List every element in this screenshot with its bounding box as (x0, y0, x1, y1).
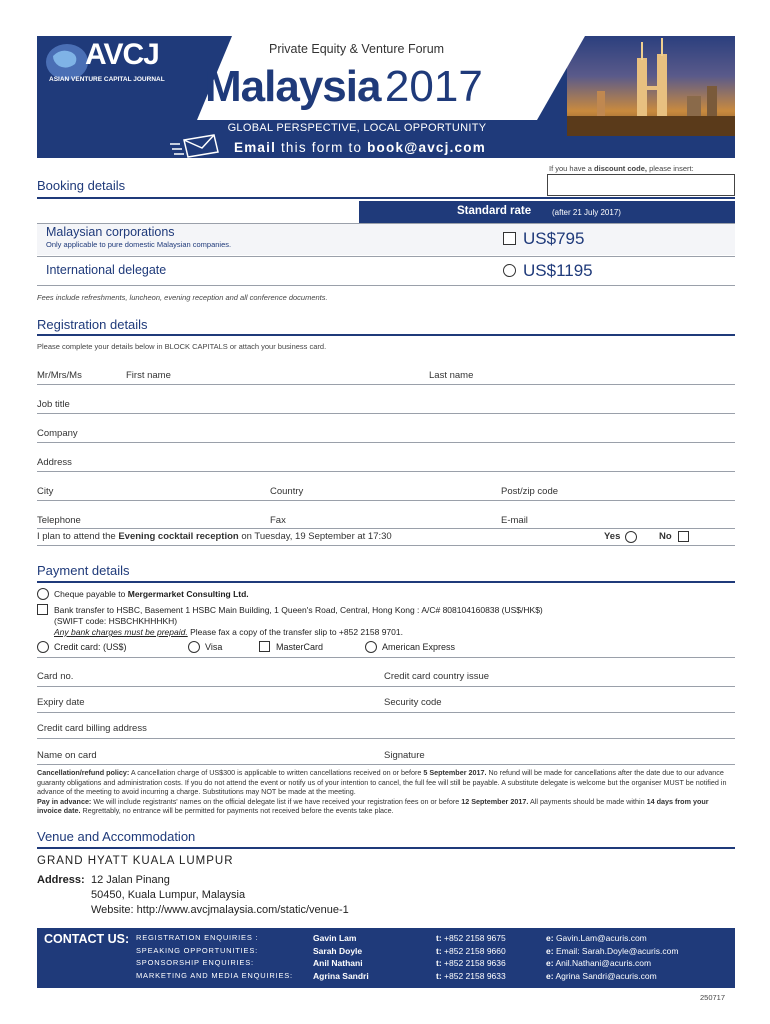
rate-note: (after 21 July 2017) (552, 208, 621, 217)
event-title (205, 62, 483, 112)
booking-option-2-label: International delegate (46, 263, 167, 277)
contact-row: REGISTRATION ENQUIRIES : Gavin Lam t: +852 2158 9675 e: Gavin.Lam@acuris.com (136, 933, 647, 943)
forum-title: Private Equity & Venture Forum (269, 42, 445, 56)
cheque-radio[interactable] (37, 588, 49, 600)
name-on-card-label: Name on card (37, 750, 97, 761)
venue-name: GRAND HYATT KUALA LUMPUR (37, 855, 234, 867)
credit-card-label: Credit card: (US$) (54, 642, 127, 652)
name-field[interactable] (37, 384, 735, 385)
security-label: Security code (384, 697, 442, 708)
cocktail-yes-label: Yes (604, 531, 621, 542)
contact-row: MARKETING AND MEDIA ENQUIRIES: Agrina Sandri t: +852 2158 9633 e: Agrina Sandri@acuris.com (136, 970, 657, 981)
venue-address-line-1: 12 Jalan Pinang (91, 874, 170, 886)
telephone-field[interactable] (37, 528, 735, 529)
cocktail-rule (37, 545, 735, 546)
venue-address-line-2: 50450, Kuala Lumpur, Malaysia (91, 889, 246, 901)
mastercard-label: MasterCard (276, 642, 324, 652)
email-instruction (234, 140, 486, 155)
amex-radio[interactable] (365, 641, 377, 653)
card-type-rule (37, 657, 735, 658)
email-address[interactable]: book@avcj.com (367, 140, 486, 155)
first-name-label: First name (126, 370, 171, 381)
venue-website[interactable]: Website: http://www.avcjmalaysia.com/static/venue-1 (91, 904, 349, 916)
rate-label: Standard rate (457, 205, 532, 217)
cancellation-policy: Cancellation/refund policy: A cancellation charge of US$300 is applicable to written cancellations received on or before 5 September 2017. No refund will be made for cancellations after the date due to our advance guaranty obligations and administration costs. If you do not attend the event or notify us of your intention to cancel, the full fee will still be payable. A substitute delegate is welcome but the organiser MUST be notified in advance of the meeting to avoid incurring a charge. Substitutions may NOT be made at the meeting. Pay in advance: We will include registrants' names on the official delegate list if we have received your registration fees on or before 12 September 2017. All payments should be made within 14 days from your invoice date. Regrettably, no entrance will be permitted for payments not received before the events take place. (37, 768, 727, 815)
tagline: GLOBAL PERSPECTIVE, LOCAL OPPORTUNITY (227, 122, 487, 134)
envelope-icon (170, 132, 220, 165)
footer-code: 250717 (700, 993, 726, 1002)
bank-transfer-line-3: Any bank charges must be prepaid. Please fax a copy of the transfer slip to +852 2158 9701. (54, 627, 403, 637)
contact-row: SPEAKING OPPORTUNITIES: Sarah Doyle t: +852 2158 9660 e: Email: Sarah.Doyle@acuris.com (136, 945, 679, 956)
salutation-label: Mr/Mrs/Ms (37, 370, 82, 381)
contact-title: CONTACT US: (44, 932, 130, 946)
booking-option-2-price: US$1195 (523, 261, 593, 280)
logo (45, 40, 175, 90)
cocktail-no-label: No (659, 531, 672, 542)
credit-card-radio[interactable] (37, 641, 49, 653)
cocktail-no-checkbox[interactable] (678, 531, 689, 542)
discount-code-input[interactable] (547, 174, 735, 196)
event-year: 2017 (384, 62, 483, 111)
payment-rule (37, 581, 735, 583)
venue-address-label: Address: (37, 874, 85, 886)
discount-prompt: If you have a discount code, please insert: (549, 164, 694, 173)
booking-option-1-price: US$795 (523, 229, 585, 248)
rate-header (359, 201, 735, 223)
fees-note: Fees include refreshments, luncheon, evening reception and all conference documents. (37, 293, 328, 302)
card-country-label: Credit card country issue (384, 671, 490, 682)
venue-title: Venue and Accommodation (37, 829, 196, 844)
last-name-label: Last name (429, 370, 474, 381)
billing-address-label: Credit card billing address (37, 723, 147, 734)
contact-row: SPONSORSHIP ENQUIRIES: Anil Nathani t: +852 2158 9636 e: Anil.Nathani@acuris.com (136, 958, 652, 968)
expiry-label: Expiry date (37, 697, 85, 708)
option-2-radio[interactable] (503, 264, 516, 277)
event-name: Malaysia (205, 62, 381, 111)
visa-label: Visa (205, 642, 223, 652)
address-field[interactable] (37, 471, 735, 472)
company-field[interactable] (37, 442, 735, 443)
payment-title: Payment details (37, 563, 130, 578)
job-title-label: Job title (37, 399, 70, 410)
booking-title: Booking details (37, 178, 126, 193)
amex-label: American Express (382, 642, 456, 652)
bank-transfer-line-1: Bank transfer to HSBC, Basement 1 HSBC Main Building, 1 Queen's Road, Central, Hong Kong : A/C# 808104160838 (US$/HK$) (54, 605, 543, 615)
cocktail-yes-radio[interactable] (625, 531, 637, 543)
cheque-option: Cheque payable to Mergermarket Consulting Ltd. (54, 589, 249, 599)
contact-rows (136, 933, 732, 983)
registration-instructions: Please complete your details below in BLOCK CAPITALS or attach your business card. (37, 342, 327, 351)
venue-rule (37, 847, 735, 849)
mastercard-checkbox[interactable] (259, 641, 270, 652)
card-no-field[interactable] (37, 686, 735, 687)
booking-rule (37, 197, 735, 199)
registration-rule (37, 334, 735, 336)
logo-subtitle: ASIAN VENTURE CAPITAL JOURNAL (49, 76, 165, 83)
bank-transfer-checkbox[interactable] (37, 604, 48, 615)
address-label: Address (37, 457, 72, 468)
city-label: City (37, 486, 54, 497)
postcode-label: Post/zip code (501, 486, 559, 497)
visa-radio[interactable] (188, 641, 200, 653)
billing-address-field[interactable] (37, 738, 735, 739)
signature-label: Signature (384, 750, 425, 761)
fax-label: Fax (270, 515, 286, 526)
bank-transfer-line-2: (SWIFT code: HSBCHKHHHKH) (54, 616, 178, 626)
registration-title: Registration details (37, 317, 148, 332)
job-title-field[interactable] (37, 413, 735, 414)
country-label: Country (270, 486, 304, 497)
city-field[interactable] (37, 500, 735, 501)
telephone-label: Telephone (37, 515, 81, 526)
name-on-card-field[interactable] (37, 764, 735, 765)
logo-text: AVCJ (85, 38, 159, 71)
company-label: Company (37, 428, 78, 439)
cocktail-question: I plan to attend the Evening cocktail reception on Tuesday, 19 September at 17:30 (37, 531, 392, 542)
booking-option-1-note: Only applicable to pure domestic Malaysian companies. (46, 240, 232, 249)
email-prefix: Email (234, 140, 277, 155)
email-label: E-mail (501, 515, 528, 526)
booking-option-1-label: Malaysian corporations (46, 225, 175, 239)
expiry-field[interactable] (37, 712, 735, 713)
option-1-checkbox[interactable] (503, 232, 516, 245)
card-no-label: Card no. (37, 671, 74, 682)
email-mid: this form to (280, 140, 363, 155)
